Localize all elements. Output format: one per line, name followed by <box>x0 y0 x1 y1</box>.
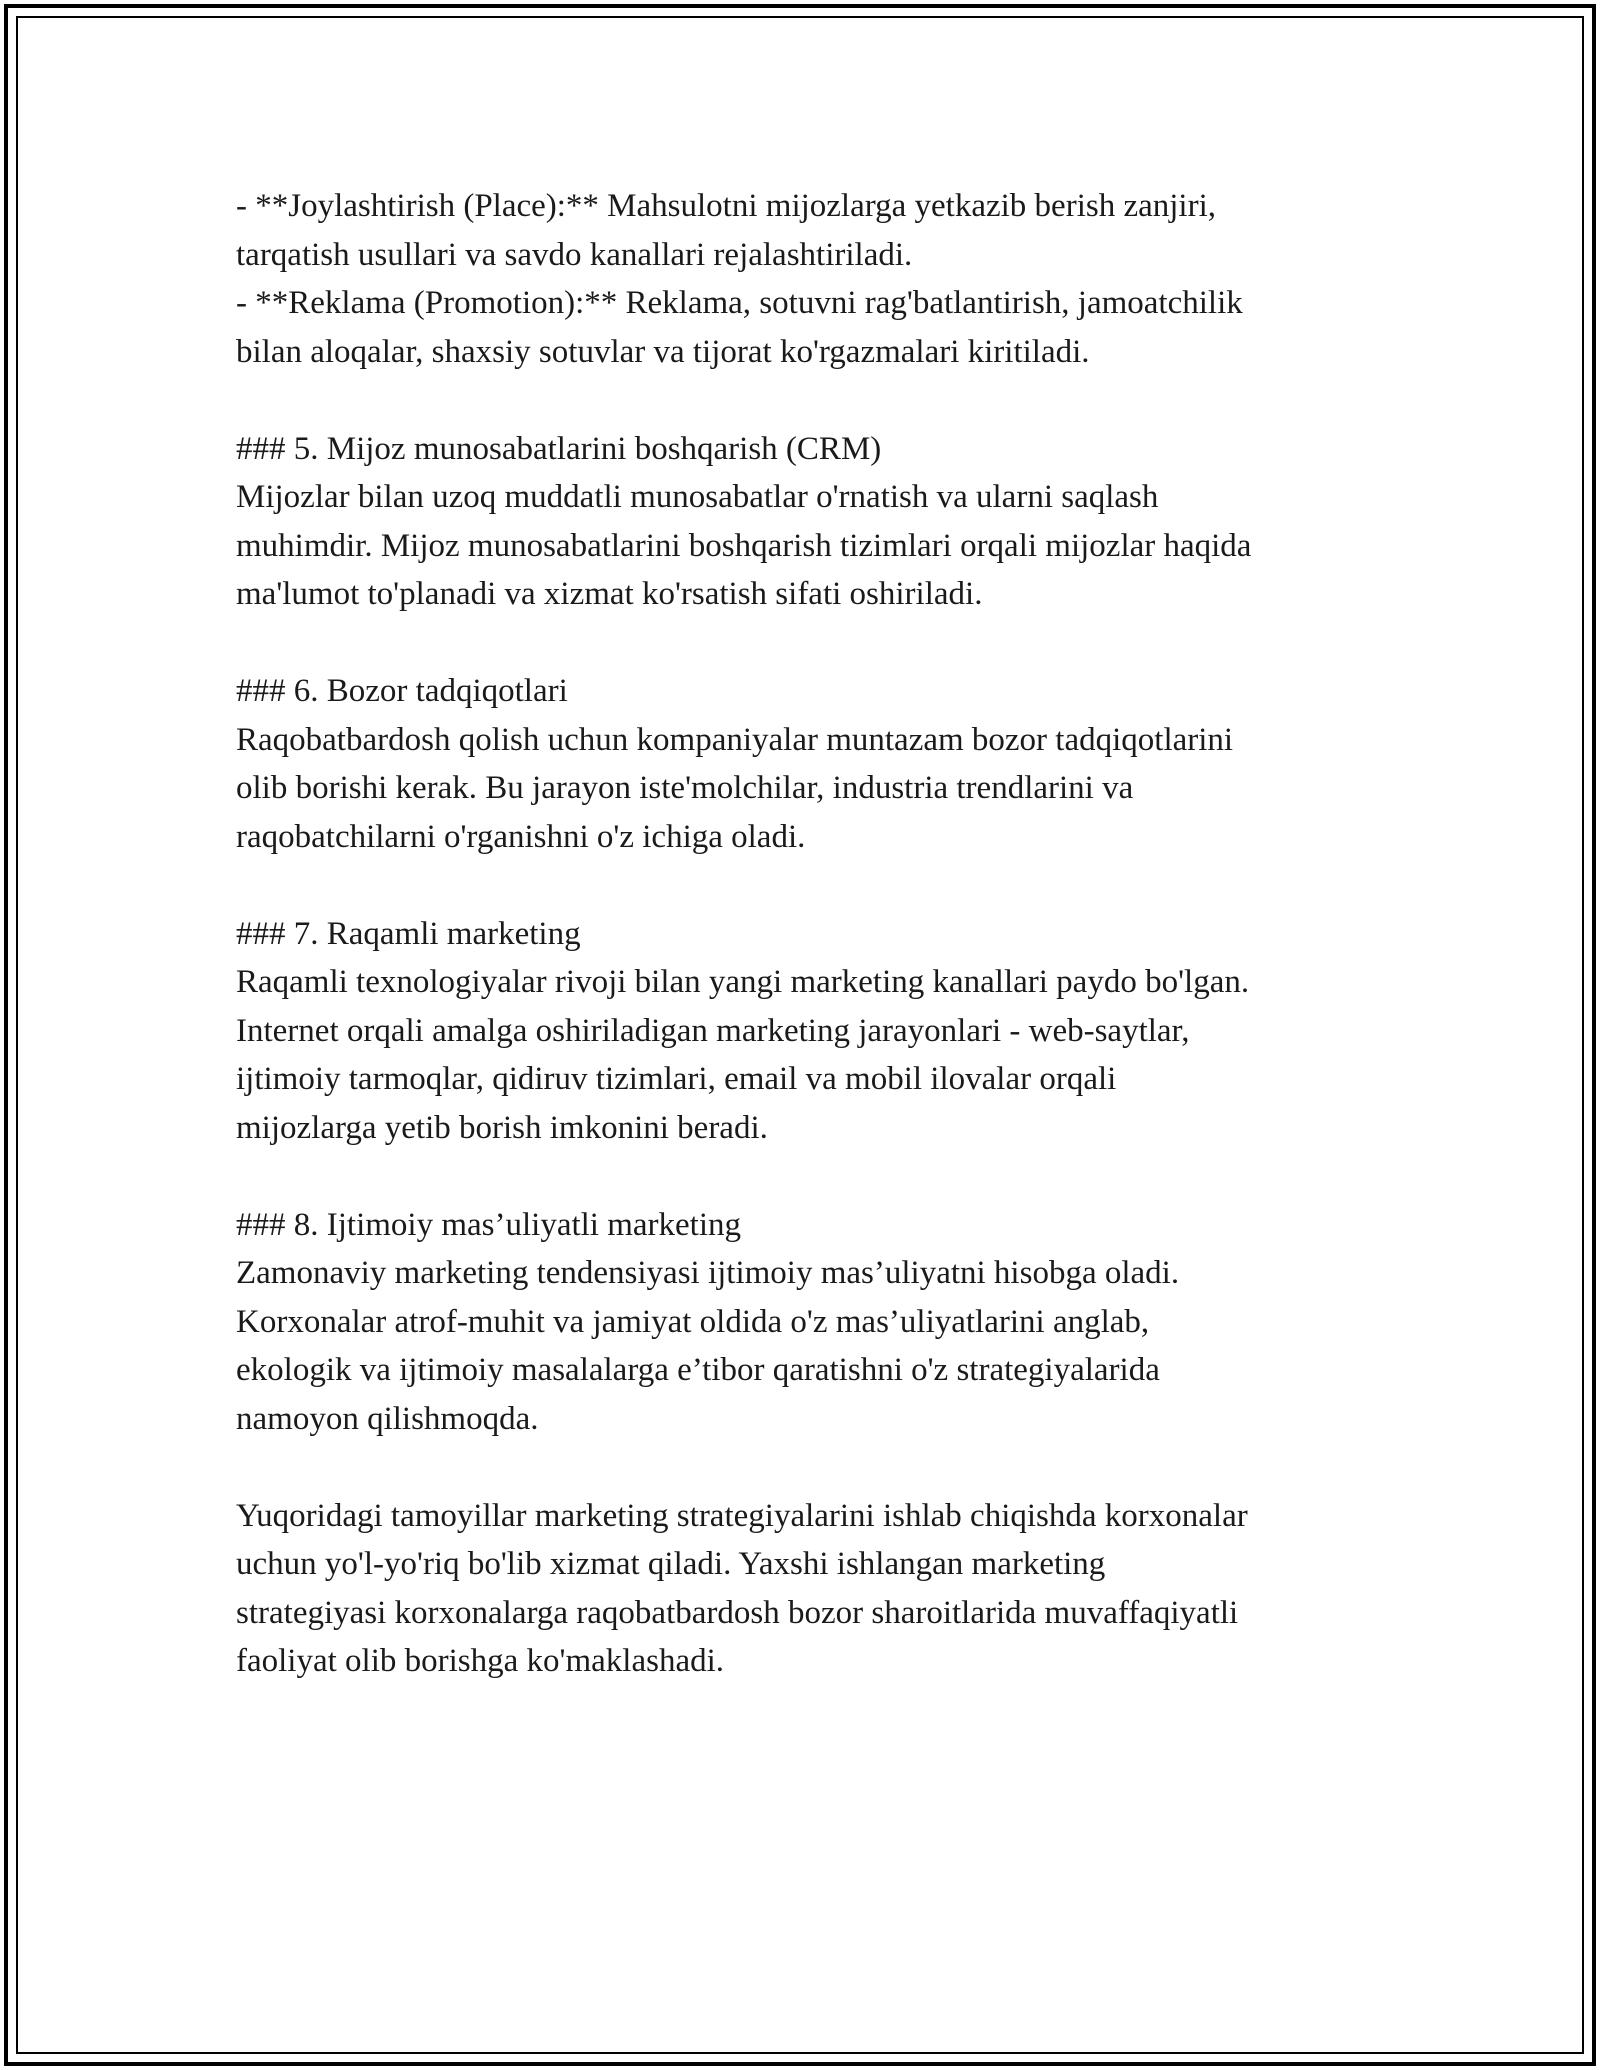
conclusion-line-4: faoliyat olib borishga ko'maklashadi. <box>236 1643 725 1679</box>
conclusion-line-3: strategiyasi korxonalarga raqobatbardosh bozor sharoitlarida muvaffaqiyatli <box>236 1594 1239 1631</box>
section-heading-market-research: ### 6. Bozor tadqiqotlari <box>236 673 568 709</box>
paragraph-crm-line-3: ma'lumot to'planadi va xizmat ko'rsatish sifati oshiriladi. <box>236 576 983 612</box>
section-heading-digital-marketing: ### 7. Raqamli marketing <box>236 915 581 952</box>
paragraph-digital-line-2: Internet orqali amalga oshiriladigan marketing jarayonlari - web-saytlar, <box>236 1012 1190 1049</box>
paragraph-research-line-3: raqobatchilarni o'rganishni o'z ichiga oladi. <box>236 818 806 855</box>
bullet-place-line-1: - **Joylashtirish (Place):** Mahsulotni mijozlarga yetkazib berish zanjiri, <box>236 188 1216 224</box>
paragraph-social-line-3: ekologik va ijtimoiy masalalarga e’tibor qaratishni o'z strategiyalarida <box>236 1352 1160 1388</box>
paragraph-social-line-4: namoyon qilishmoqda. <box>236 1400 539 1437</box>
paragraph-research-line-1: Raqobatbardosh qolish uchun kompaniyalar muntazam bozor tadqiqotlarini <box>236 721 1234 758</box>
paragraph-digital-line-4: mijozlarga yetib borish imkonini beradi. <box>236 1109 768 1146</box>
paragraph-gap <box>236 376 1416 425</box>
document-body <box>236 182 1416 1686</box>
paragraph-crm-line-2: muhimdir. Mijoz munosabatlarini boshqarish tizimlari orqali mijozlar haqida <box>236 527 1252 564</box>
bullet-promotion-line-2: bilan aloqalar, shaxsiy sotuvlar va tijorat ko'rgazmalari kiritiladi. <box>236 333 1090 370</box>
paragraph-digital-line-3: ijtimoiy tarmoqlar, qidiruv tizimlari, email va mobil ilovalar orqali <box>236 1061 1117 1097</box>
section-heading-crm: ### 5. Mijoz munosabatlarini boshqarish (CRM) <box>236 430 882 467</box>
paragraph-gap <box>236 861 1416 910</box>
paragraph-crm-line-1: Mijozlar bilan uzoq muddatli munosabatlar o'rnatish va ularni saqlash <box>236 479 1159 515</box>
paragraph-social-line-2: Korxonalar atrof-muhit va jamiyat oldida o'z mas’uliyatlarini anglab, <box>236 1303 1150 1340</box>
paragraph-research-line-2: olib borishi kerak. Bu jarayon iste'molchilar, industria trendlarini va <box>236 770 1134 806</box>
conclusion-line-1: Yuqoridagi tamoyillar marketing strategiyalarini ishlab chiqishda korxonalar <box>236 1497 1248 1534</box>
conclusion-line-2: uchun yo'l-yo'riq bo'lib xizmat qiladi. Yaxshi ishlangan marketing <box>236 1546 1106 1582</box>
paragraph-digital-line-1: Raqamli texnologiyalar rivoji bilan yangi marketing kanallari paydo bo'lgan. <box>236 964 1250 1000</box>
bullet-place-line-2: tarqatish usullari va savdo kanallari rejalashtiriladi. <box>236 236 913 273</box>
paragraph-gap <box>236 1443 1416 1492</box>
bullet-promotion-line-1: - **Reklama (Promotion):** Reklama, sotuvni rag'batlantirish, jamoatchilik <box>236 285 1243 321</box>
paragraph-gap <box>236 1152 1416 1201</box>
section-heading-social-marketing: ### 8. Ijtimoiy mas’uliyatli marketing <box>236 1206 742 1243</box>
paragraph-gap <box>236 619 1416 668</box>
paragraph-social-line-1: Zamonaviy marketing tendensiyasi ijtimoiy mas’uliyatni hisobga oladi. <box>236 1255 1180 1291</box>
